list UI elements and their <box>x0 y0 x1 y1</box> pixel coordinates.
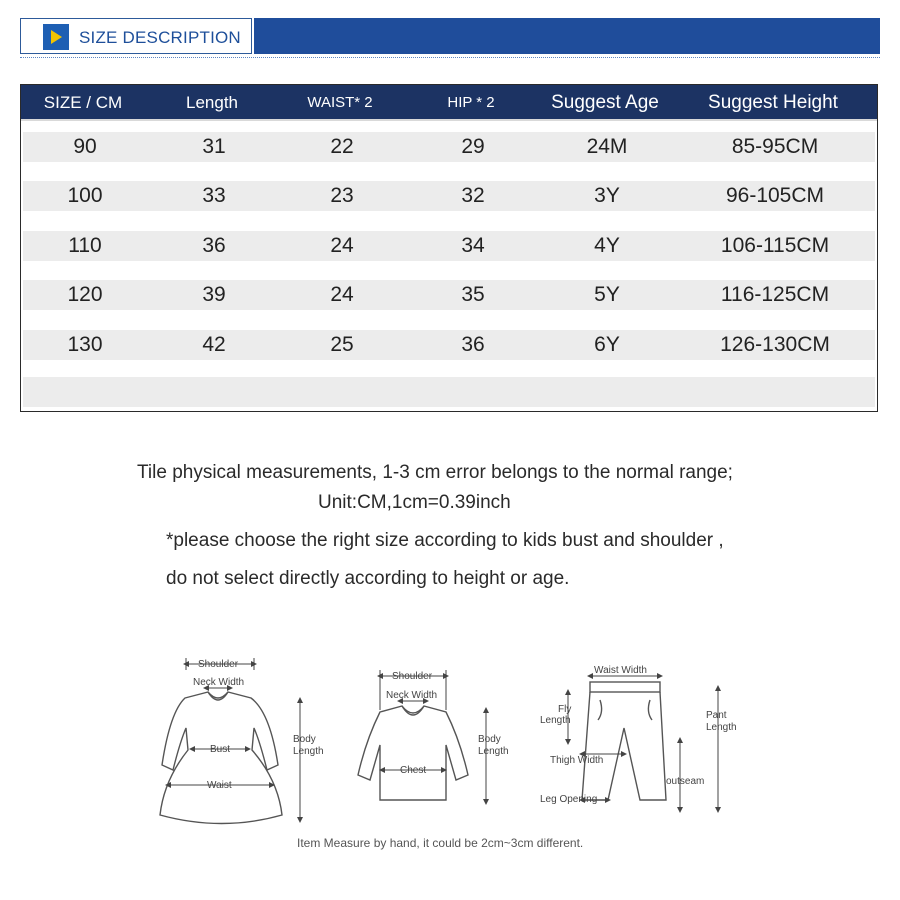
cell-hip: 34 <box>461 234 485 257</box>
note-line-3: *please choose the right size according to kids bust and shoulder , <box>166 530 724 551</box>
dotted-divider <box>20 57 880 58</box>
cell-age: 6Y <box>594 333 620 356</box>
pants-illustration <box>582 682 666 800</box>
measurement-diagram <box>130 650 770 860</box>
cell-length: 31 <box>202 135 226 158</box>
pants-waist-width-label: Waist Width <box>594 665 647 676</box>
cell-waist: 24 <box>330 283 354 306</box>
cell-age: 3Y <box>594 184 620 207</box>
cell-age: 4Y <box>594 234 620 257</box>
cell-size: 110 <box>68 234 102 257</box>
cell-length: 36 <box>202 234 226 257</box>
cell-waist: 22 <box>330 135 354 158</box>
shirt-shoulder-label: Shoulder <box>392 671 433 682</box>
column-header-hip: HIP * 2 <box>447 94 495 111</box>
cell-hip: 32 <box>461 184 485 207</box>
shirt-body-label: Body <box>478 734 501 745</box>
dress-length-label: Length <box>293 746 324 757</box>
pants-thigh-width-label: Thigh Width <box>550 755 604 766</box>
section-header-bar <box>254 18 880 54</box>
table-row-empty <box>23 377 875 407</box>
cell-size: 90 <box>73 135 97 158</box>
cell-length: 39 <box>202 283 226 306</box>
cell-height: 126-130CM <box>720 333 830 356</box>
dress-illustration <box>160 692 282 824</box>
table-row <box>23 280 875 310</box>
cell-size: 100 <box>67 184 103 207</box>
column-header-suggest-age: Suggest Age <box>551 92 659 113</box>
table-row <box>23 330 875 360</box>
dress-neck-width-label: Neck Width <box>193 677 245 688</box>
shirt-illustration <box>358 706 468 800</box>
dress-shoulder-label: Shoulder <box>198 659 239 670</box>
pants-pant-label: Pant <box>706 710 727 721</box>
shirt-chest-label: Chest <box>400 765 427 776</box>
shirt-length-label: Length <box>478 746 509 757</box>
play-triangle-icon <box>43 24 69 50</box>
cell-height: 96-105CM <box>725 184 825 207</box>
dress-waist-label: Waist <box>207 780 232 791</box>
cell-waist: 23 <box>330 184 354 207</box>
dress-bust-label: Bust <box>210 744 231 755</box>
pants-outseam-label: outseam <box>666 776 705 787</box>
table-header <box>21 85 877 121</box>
table-row <box>23 231 875 261</box>
cell-waist: 25 <box>330 333 354 356</box>
cell-hip: 36 <box>461 333 485 356</box>
section-header <box>20 18 880 54</box>
column-header-length: Length <box>186 93 238 112</box>
size-table <box>20 84 878 412</box>
cell-height: 85-95CM <box>731 135 819 158</box>
table-row <box>23 181 875 211</box>
note-line-1: Tile physical measurements, 1-3 cm error belongs to the normal range; <box>137 462 733 483</box>
note-line-4: do not select directly according to height or age. <box>166 568 570 589</box>
column-header-size: SIZE / CM <box>43 93 123 112</box>
pants-fly-label: Fly <box>558 704 572 715</box>
cell-size: 130 <box>67 333 103 356</box>
pants-leg-opening-label: Leg Opening <box>540 794 598 805</box>
cell-size: 120 <box>67 283 103 306</box>
cell-height: 116-125CM <box>720 283 830 306</box>
cell-age: 5Y <box>594 283 620 306</box>
cell-height: 106-115CM <box>720 234 830 257</box>
note-line-2: Unit:CM,1cm=0.39inch <box>318 492 511 513</box>
pants-fly-length-label: Length <box>540 715 571 726</box>
cell-waist: 24 <box>330 234 354 257</box>
pants-length-label: Length <box>706 722 737 733</box>
diagram-caption: Item Measure by hand, it could be 2cm~3cm different. <box>297 836 584 850</box>
column-header-waist: WAIST* 2 <box>307 94 373 111</box>
cell-hip: 35 <box>461 283 485 306</box>
section-title: SIZE DESCRIPTION <box>79 28 241 47</box>
section-header-label-box <box>20 18 252 54</box>
cell-length: 42 <box>202 333 226 356</box>
cell-age: 24M <box>586 135 628 158</box>
table-row <box>23 132 875 162</box>
cell-length: 33 <box>202 184 226 207</box>
column-header-suggest-height: Suggest Height <box>708 92 838 113</box>
dress-body-label: Body <box>293 734 316 745</box>
pants-measure-lines <box>568 676 718 810</box>
shirt-neck-width-label: Neck Width <box>386 690 438 701</box>
cell-hip: 29 <box>461 135 485 158</box>
